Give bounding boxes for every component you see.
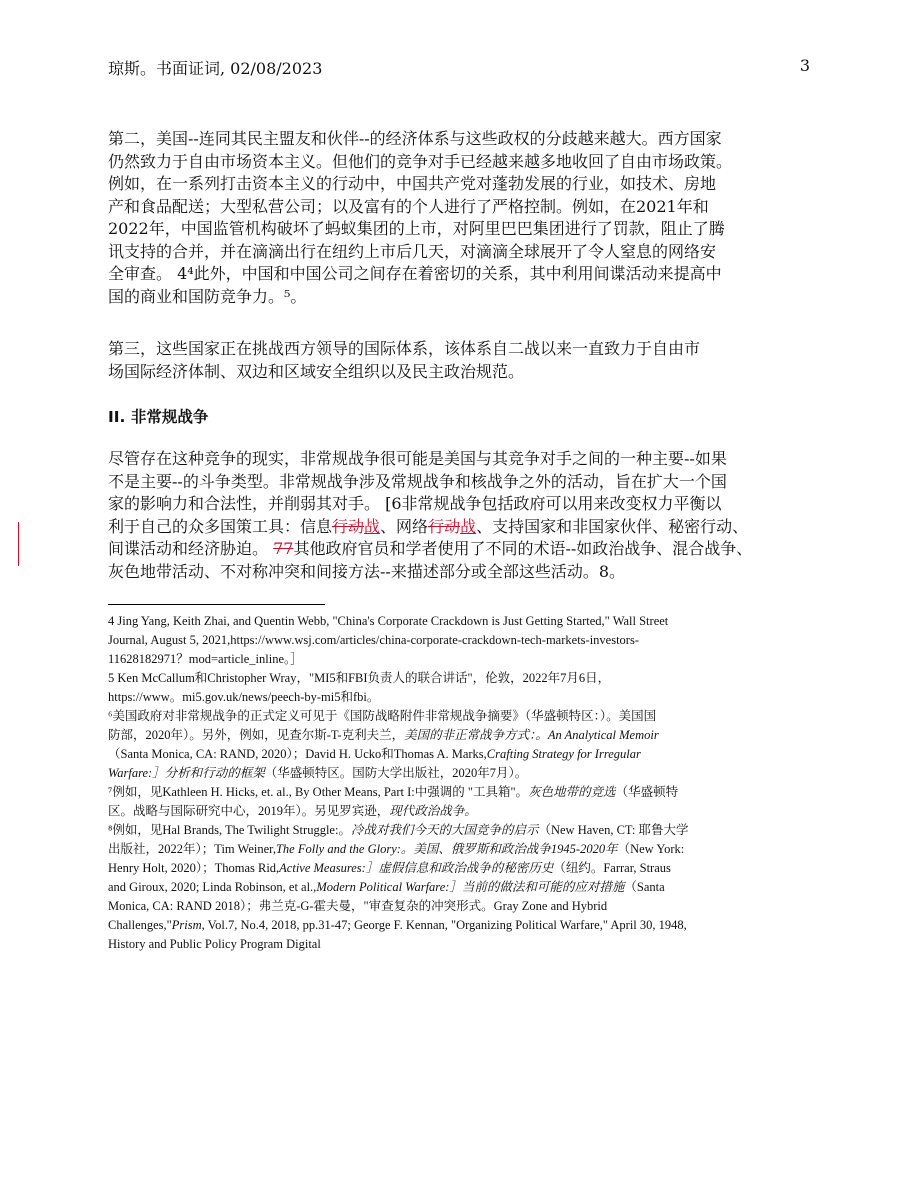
text-segment: （Santa Monica, CA: RAND, 2020）；David H. Ucko和Thomas A. Marks, (108, 747, 487, 761)
section-heading: II. 非常规战争 (108, 408, 209, 426)
text-line: 例如，在一系列打击资本主义的行动中，中国共产党对蓬勃发展的行业，如技术、房地 (108, 174, 717, 193)
text-segment: and Giroux, 2020; Linda Robinson, et al., (108, 880, 317, 894)
italic-title: Prism (171, 918, 202, 932)
footnotes (108, 612, 820, 954)
paragraph-irregular-warfare (108, 448, 828, 583)
footnote-line (108, 726, 820, 745)
italic-title: Warfare:］分析和行动的框架 (108, 766, 265, 780)
text-line: 不是主要--的斗争类型。非常规战争涉及常规战争和核战争之外的活动，旨在扩大一个国 (108, 471, 727, 491)
text-segment: ⁷例如，见Kathleen H. Hicks, et. al., By Other Means, Part I:中强调的 "工具箱"。 (108, 785, 529, 799)
footnote-line (108, 840, 820, 859)
text-segment: 防部，2020年）。另外，例如，见查尔斯-T-克利夫兰， (108, 728, 405, 742)
footnote-line: 4 Jing Yang, Keith Zhai, and Quentin Webb, "China's Corporate Crackdown is Just Getting Started," Wall Street (108, 614, 669, 628)
footnote-line (108, 802, 820, 821)
italic-title: 美国的非正常战争方式：。An Analytical Memoir (404, 728, 659, 742)
text-segment: 间谍活动和经济胁迫。 (108, 539, 274, 558)
text-segment: 区。战略与国际研究中心，2019年）。另见罗宾逊， (108, 804, 390, 818)
text-line: 尽管存在这种竞争的现实，非常规战争很可能是美国与其竞争对手之间的一种主要--如果 (108, 449, 727, 468)
text-line: 讯支持的合并，并在滴滴出行在纽约上市后几天，对滴滴全球展开了令人窒息的网络安 (108, 241, 717, 261)
footnote-line (108, 916, 820, 935)
text-line: 第二，美国--连同其民主盟友和伙伴--的经济体系与这些政权的分歧越来越大。西方国家 (108, 129, 722, 148)
footnote-line (108, 783, 820, 802)
text-segment: （Santa (624, 880, 665, 894)
text-line (108, 538, 828, 561)
deleted-text: 行动 (332, 516, 365, 536)
page-header (108, 56, 810, 80)
text-line: 国的商业和国防竞争力。⁵。 (108, 286, 307, 306)
text-line (108, 516, 828, 539)
italic-title: Modern Political Warfare:］当前的做法和可能的应对措施 (316, 880, 625, 894)
text-segment: 、网络 (380, 516, 429, 536)
paragraph-international-system (108, 338, 828, 383)
text-segment: 利于自己的众多国策工具：信息 (108, 516, 333, 536)
text-segment: , Vol.7, No.4, 2018, pp.31-47; George F. Kennan, "Organizing Political Warfare," April 30, 1948, (201, 918, 687, 932)
footnote-line (108, 764, 820, 783)
text-line: 产和食品配送；大型私营公司；以及富有的个人进行了严格控制。例如，在2021年和 (108, 196, 709, 216)
revision-change-bar (18, 522, 19, 566)
footnote-line: Monica, CA: RAND 2018）；弗兰克-G-霍夫曼，"审查复杂的冲突形式。Gray Zone and Hybrid (108, 899, 608, 913)
footnote-separator (108, 604, 325, 605)
text-line: 2022年，中国监管机构破坏了蚂蚁集团的上市，对阿里巴巴集团进行了罚款，阻止了腾 (108, 219, 725, 238)
italic-title: Active Measures:］虚假信息和政治战争的秘密历史 (279, 861, 554, 875)
italic-title: Crafting Strategy for Irregular (486, 747, 641, 761)
text-segment: Henry Holt, 2020）；Thomas Rid, (108, 861, 280, 875)
inserted-text: 战 (364, 516, 381, 536)
text-segment: 出版社，2022年）；Tim Weiner, (108, 842, 276, 856)
text-segment: （New York: (617, 842, 685, 856)
italic-title: 现代政治战争。 (389, 804, 477, 818)
text-line: 第三，这些国家正在挑战西方领导的国际体系，该体系自二战以来一直致力于自由市 (108, 339, 701, 358)
deleted-text: 77 (273, 539, 294, 558)
italic-title: 冷战对我们今天的大国竞争的启示 (350, 823, 539, 837)
italic-title: 灰色地带的竞选 (528, 785, 616, 799)
paragraph-economic-divergence (108, 128, 828, 308)
text-segment: Challenges," (108, 918, 172, 932)
footnote-line (108, 821, 820, 840)
footnote-line (108, 878, 820, 897)
inserted-text: 战 (460, 516, 477, 536)
text-segment: ⁸例如，见Hal Brands, The Twilight Struggle:。 (108, 823, 351, 837)
text-line: 家的影响力和合法性，并削弱其对手。 [6非常规战争包括政府可以用来改变权力平衡以 (108, 494, 722, 513)
footnote-line: History and Public Policy Program Digital (108, 937, 321, 951)
footnote-line: Journal, August 5, 2021,https://www.wsj.com/articles/china-corporate-crackdown-tech-markets-investors- (108, 633, 639, 647)
footnote-line: https://www。mi5.gov.uk/news/peech-by-mi5和fbi。 (108, 690, 380, 704)
footnote-line: 5 Ken McCallum和Christopher Wray，"MI5和FBI负责人的联合讲话"，伦敦，2022年7月6日， (108, 671, 611, 685)
text-segment: （华盛顿特区。国防大学出版社，2020年7月）。 (264, 766, 528, 780)
footnote-line: 11628182971？mod=article_inline。］ (108, 652, 303, 666)
text-segment: （华盛顿特 (615, 785, 679, 799)
footnote-line (108, 745, 820, 764)
text-line: 全审查。 4⁴此外，中国和中国公司之间存在着密切的关系，其中利用间谍活动来提高中 (108, 264, 722, 283)
italic-title: The Folly and the Glory:。美国、俄罗斯和政治战争1945-2020年 (275, 842, 618, 856)
header-title: 琼斯。书面证词, 02/08/2023 (108, 59, 323, 78)
footnote-line (108, 859, 820, 878)
footnote-line: ⁶美国政府对非常规战争的正式定义可见于《国防战略附件非常规战争摘要》（华盛顿特区：）。美国国 (108, 709, 657, 723)
text-line: 灰色地带活动、不对称冲突和间接方法--来描述部分或全部这些活动。8。 (108, 561, 625, 581)
page-number: 3 (799, 56, 810, 75)
text-segment: 其他政府官员和学者使用了不同的术语--如政治战争、混合战争、 (293, 539, 753, 558)
text-segment: （New Haven, CT: 耶鲁大学 (538, 823, 689, 837)
text-segment: （纽约。Farrar, Straus (553, 861, 671, 875)
deleted-text: 行动 (428, 516, 461, 536)
text-segment: 、支持国家和非国家伙伴、秘密行动、 (476, 516, 749, 536)
text-line: 场国际经济体制、双边和区域安全组织以及民主政治规范。 (108, 361, 525, 381)
text-line: 仍然致力于自由市场资本主义。但他们的竞争对手已经越来越多地收回了自由市场政策。 (108, 151, 733, 171)
